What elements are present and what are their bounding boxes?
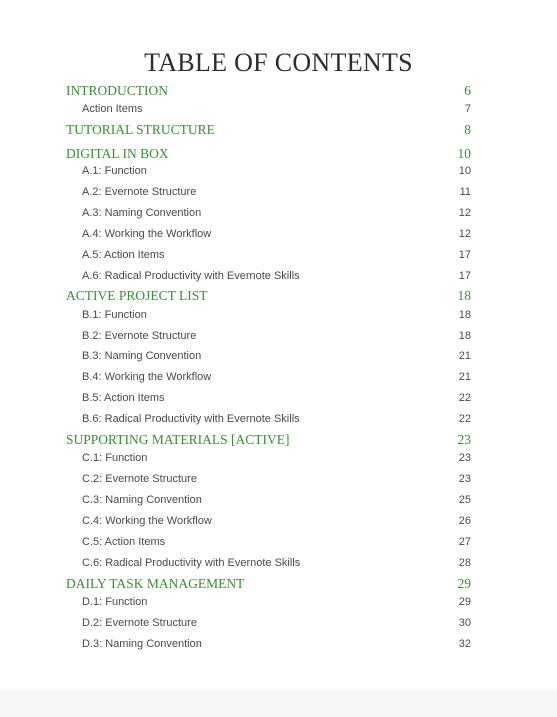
- toc-page-number: 21: [458, 350, 471, 362]
- toc-section-heading[interactable]: [0, 82, 557, 100]
- toc-section-label: SUPPORTING MATERIALS [ACTIVE]: [66, 432, 290, 447]
- toc-section-label: TUTORIAL STRUCTURE: [66, 122, 215, 137]
- toc-section-label: INTRODUCTION: [66, 83, 168, 98]
- toc-entry[interactable]: [0, 347, 557, 365]
- toc-entry[interactable]: [0, 225, 557, 243]
- toc-entry-label: C.1: Function: [82, 452, 148, 464]
- toc-page-number: 23: [458, 473, 471, 485]
- toc-entry[interactable]: [0, 512, 557, 530]
- toc-entry-label: C.3: Naming Convention: [82, 494, 202, 506]
- toc-section-label: DAILY TASK MANAGEMENT: [66, 576, 245, 591]
- toc-page-number: 22: [458, 413, 471, 425]
- toc-page-number: 17: [458, 270, 471, 282]
- toc-entry[interactable]: [0, 306, 557, 324]
- toc-page-number: 18: [457, 288, 471, 303]
- toc-entry-label: A.4: Working the Workflow: [82, 228, 212, 240]
- toc-entry-label: C.6: Radical Productivity with Evernote Skills: [82, 557, 301, 569]
- page-title: TABLE OF CONTENTS: [144, 48, 413, 77]
- toc-entry-label: A.2: Evernote Structure: [82, 186, 197, 198]
- toc-entry[interactable]: [0, 267, 557, 285]
- toc-entry[interactable]: [0, 554, 557, 572]
- toc-page-number: 6: [464, 83, 471, 98]
- toc-page-number: 30: [458, 617, 471, 629]
- toc-entry[interactable]: [0, 204, 557, 222]
- toc-entry-label: D.1: Function: [82, 596, 148, 608]
- toc-page-number: 11: [459, 186, 471, 198]
- toc-entry[interactable]: [0, 614, 557, 632]
- toc-page-number: 17: [458, 249, 471, 261]
- toc-entry-label: C.2: Evernote Structure: [82, 473, 197, 485]
- toc-entry-label: B.5: Action Items: [82, 392, 165, 404]
- toc-entry-label: B.1: Function: [82, 309, 147, 321]
- toc-section-heading[interactable]: [0, 121, 557, 139]
- toc-page-number: 28: [458, 557, 471, 569]
- toc-page-number: 22: [458, 392, 471, 404]
- toc-entry[interactable]: [0, 246, 557, 264]
- toc-entry[interactable]: [0, 100, 557, 118]
- toc-entry[interactable]: [0, 389, 557, 407]
- toc-page-number: 8: [464, 122, 471, 137]
- toc-entry-label: D.3: Naming Convention: [82, 638, 202, 650]
- toc-entry-label: A.5: Action Items: [82, 249, 165, 261]
- toc-entry[interactable]: [0, 410, 557, 428]
- toc-entry-label: A.3: Naming Convention: [82, 207, 202, 219]
- toc-page-number: 12: [458, 228, 471, 240]
- toc-entry-label: B.6: Radical Productivity with Evernote Skills: [82, 413, 300, 425]
- toc-entry-label: A.1: Function: [82, 165, 147, 177]
- toc-entry[interactable]: [0, 470, 557, 488]
- toc-page-number: 12: [458, 207, 471, 219]
- toc-section-label: ACTIVE PROJECT LIST: [66, 288, 208, 303]
- toc-entry[interactable]: [0, 449, 557, 467]
- toc-entry-label: B.2: Evernote Structure: [82, 330, 197, 342]
- toc-page-number: 27: [458, 536, 471, 548]
- toc-section-heading[interactable]: [0, 431, 557, 449]
- toc-section-label: DIGITAL IN BOX: [66, 146, 169, 161]
- toc-entry[interactable]: [0, 593, 557, 611]
- toc-page-number: 23: [457, 432, 471, 447]
- toc-page-number: 29: [457, 576, 471, 591]
- toc-entry[interactable]: [0, 162, 557, 180]
- toc-entry[interactable]: [0, 183, 557, 201]
- toc-page-number: 10: [457, 146, 471, 161]
- toc-entry-label: C.5: Action Items: [82, 536, 166, 548]
- toc-page-number: 18: [458, 330, 471, 342]
- toc-entry[interactable]: [0, 635, 557, 653]
- toc-entry[interactable]: [0, 368, 557, 386]
- toc-page-number: 26: [458, 515, 471, 527]
- toc-page-number: 10: [458, 165, 471, 177]
- toc-page-number: 21: [458, 371, 471, 383]
- toc-entry[interactable]: [0, 533, 557, 551]
- toc-page-number: 7: [464, 103, 471, 115]
- toc-section-heading[interactable]: [0, 145, 557, 163]
- toc-entry-label: B.3: Naming Convention: [82, 350, 202, 362]
- toc-section-heading[interactable]: [0, 287, 557, 305]
- toc-page-number: 32: [458, 638, 471, 650]
- toc-entry-label: D.2: Evernote Structure: [82, 617, 197, 629]
- toc-page-number: 18: [458, 309, 471, 321]
- toc-entry-label: A.6: Radical Productivity with Evernote Skills: [82, 270, 300, 282]
- toc-entry[interactable]: [0, 491, 557, 509]
- toc-entry-label: B.4: Working the Workflow: [82, 371, 212, 383]
- toc-page-number: 29: [458, 596, 471, 608]
- toc-page-number: 23: [458, 452, 471, 464]
- toc-entry-label: C.4: Working the Workflow: [82, 515, 212, 527]
- toc-entry[interactable]: [0, 327, 557, 345]
- toc-page-number: 25: [458, 494, 471, 506]
- toc-section-heading[interactable]: [0, 575, 557, 593]
- toc-entry-label: Action Items: [82, 103, 143, 115]
